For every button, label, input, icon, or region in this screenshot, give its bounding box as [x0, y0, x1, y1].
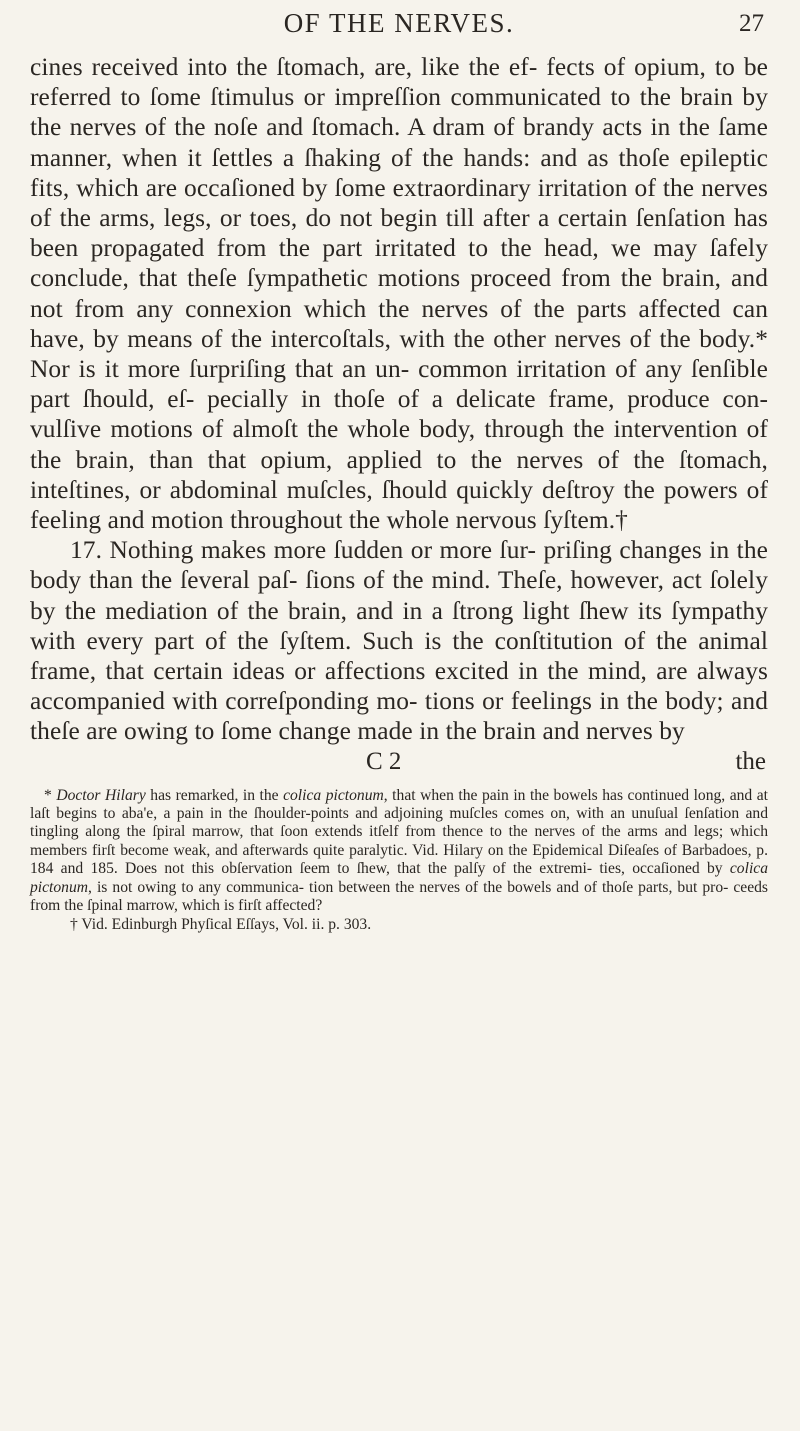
footnote-1 [30, 787, 768, 916]
paragraph-17: 17. Nothing makes more ſudden or more ſur- priſing changes in the body than the ſeveral paſ- ſions of the mind. Theſe, however, act ſolely by the mediation of the brain, and in a ſtrong light ſhew its ſympathy with every part of the ſyſtem. Such is the conſtitution of the animal frame, that certain ideas or affections excited in the mind, are always accompanied with correſponding mo- tions or feelings in the body; and theſe are owing to ſome change made in the brain and nerves by [30, 536, 768, 746]
footnote-1-name: Doctor Hilary [56, 786, 146, 804]
footnote-1-text-a: has remarked, in the [145, 786, 284, 804]
main-text [30, 52, 768, 747]
catchword: the [735, 747, 766, 775]
footnote-1-mark: * [44, 786, 57, 804]
page-header [30, 0, 768, 52]
signature-mark: C 2 [366, 747, 402, 775]
page-number: 27 [739, 10, 764, 37]
running-head: OF THE NERVES. [283, 8, 515, 38]
footnote-1-text-c: , is not owing to any communica- tion between the nerves of the bowels and of thoſe parts, but pro- ceeds from the ſpinal marrow, which is firſt affected? [30, 878, 768, 915]
signature-line [30, 747, 768, 777]
footnote-1-term-2: colica pictonum [30, 860, 768, 896]
footnotes [30, 787, 768, 934]
footnote-1-text-b: , that when the pain in the bowels has continued long, and at laſt begins to aba'e, a pain in the ſhoulder-points and adjoining muſcles comes on, with an unuſual ſenſation and tingling along the ſpiral marrow, that ſoon extends itſelf from thence to the nerves of the arms and legs; which members firſt become weak, and afterwards quite paralytic. Vid. Hilary on the Epidemical Diſeaſes of Barbadoes, p. 184 and 185. Does not this obſervation ſeem to ſhew, that the palſy of the extremi- ties, occaſioned by [30, 786, 769, 878]
paragraph-continued: cines received into the ſtomach, are, like the ef- fects of opium, to be referred to ſome ſtimulus or impreſſion communicated to the brain by the nerves of the noſe and ſtomach. A dram of brandy acts in the ſame manner, when it ſettles a ſhaking of the hands: and as thoſe epileptic fits, which are occaſioned by ſome extraordinary irritation of the nerves of the arms, legs, or toes, do not begin till after a certain ſenſation has been propagated from the part irritated to the head, we may ſafely conclude, that theſe ſympathetic motions proceed from the brain, and not from any connexion which the nerves of the parts affected can have, by means of the intercoſtals, with the other nerves of the body.* Nor is it more ſurpriſing that an un- common irritation of any ſenſible part ſhould, eſ- pecially in thoſe of a delicate frame, produce con- vulſive motions of almoſt the whole body, through the intervention of the brain, than that opium, applied to the nerves of the ſtomach, inteſtines, or abdominal muſcles, ſhould quickly deſtroy the powers of feeling and motion throughout the whole nervous ſyſtem.† [30, 53, 768, 535]
footnote-2: † Vid. Edinburgh Phyſical Eſſays, Vol. ii. p. 303. [70, 915, 372, 933]
footnote-1-term: colica pictonum [283, 786, 384, 804]
